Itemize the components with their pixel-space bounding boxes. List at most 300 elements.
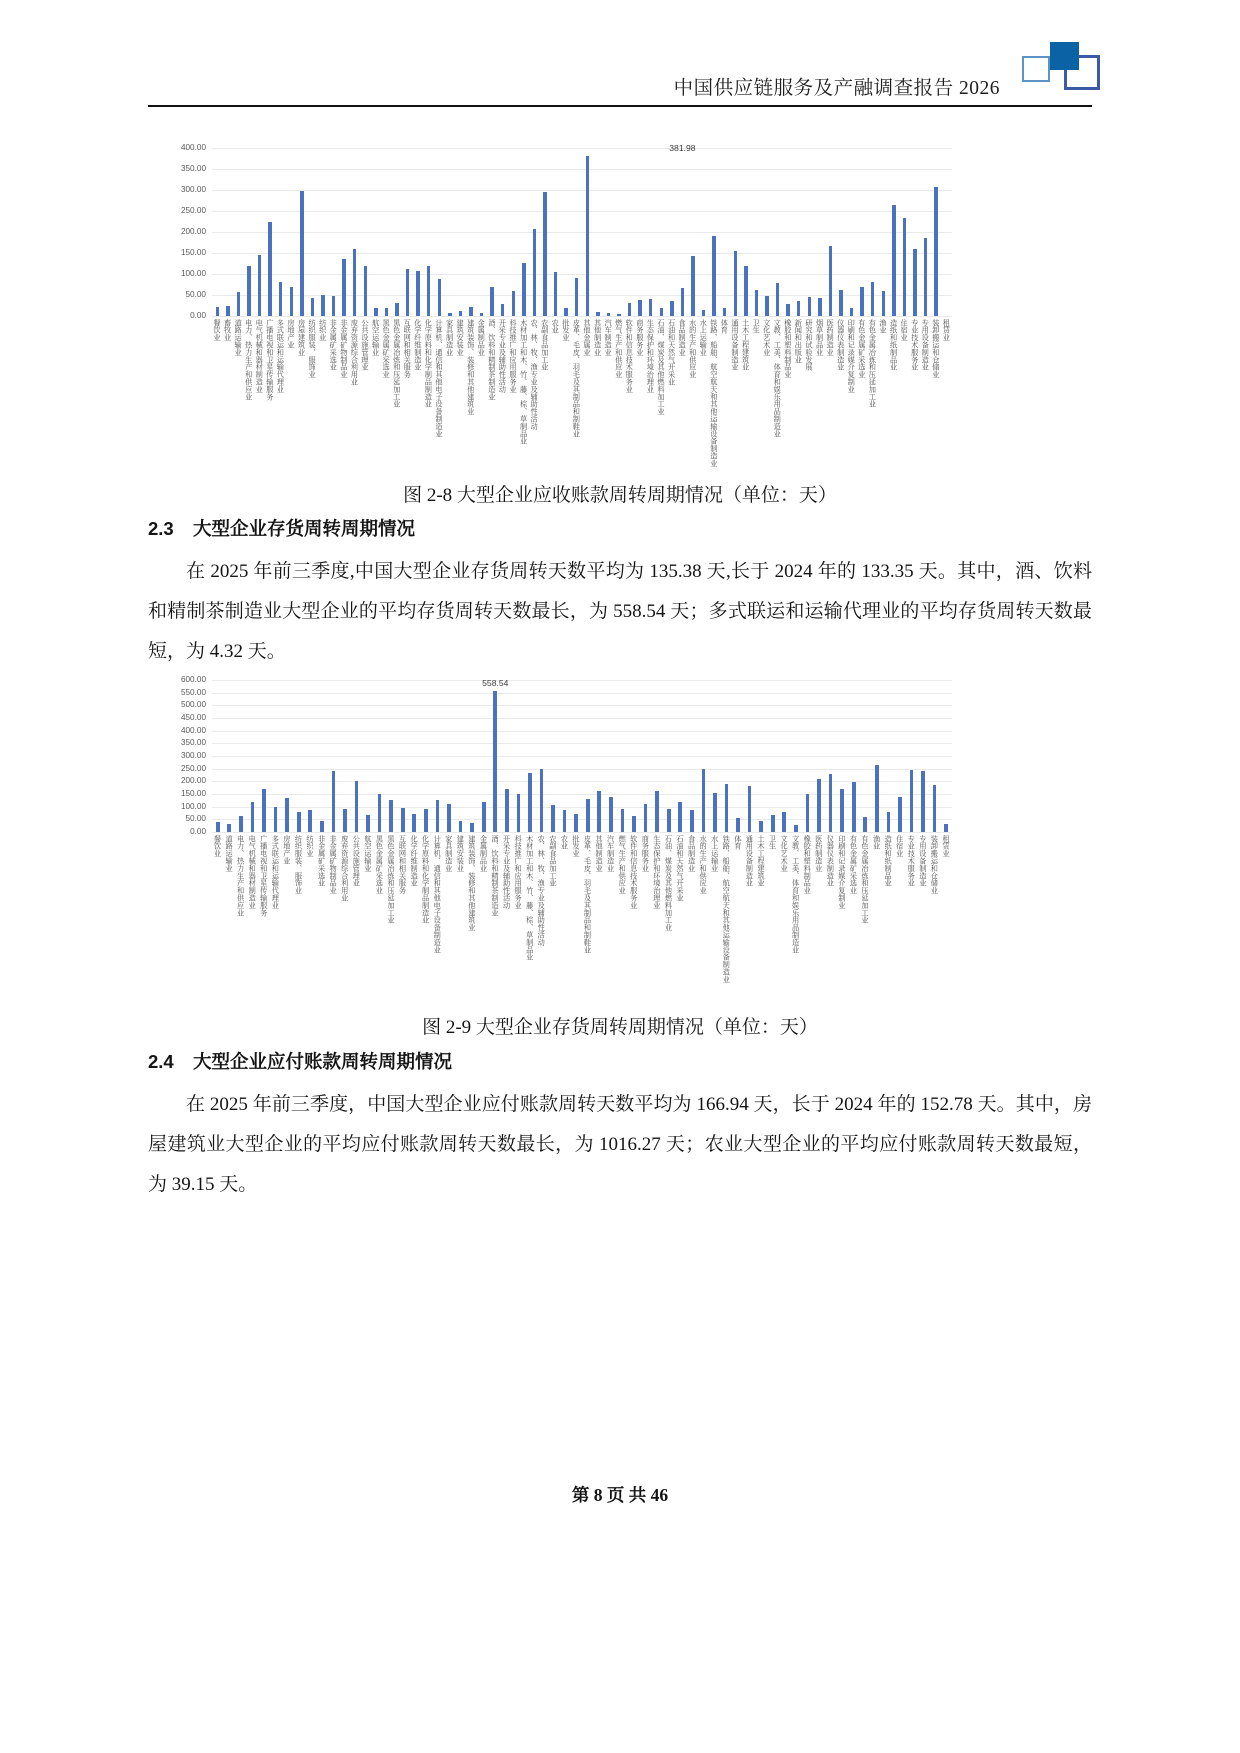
chart-x-axis-tick-label: 有色金属冶炼和压延加工业 xyxy=(860,835,870,924)
chart-bar xyxy=(575,278,578,316)
chart-bar xyxy=(540,769,544,832)
chart-bar xyxy=(702,769,706,832)
chart-bar xyxy=(551,805,555,832)
chart-x-axis-tick-label: 装卸搬运和仓储业 xyxy=(931,319,941,379)
chart-x-axis-tick-label: 金属制品业 xyxy=(477,319,487,356)
chart-bar xyxy=(863,817,867,832)
chart-bar xyxy=(586,156,589,316)
chart-x-axis-tick-label: 研究和试验发展 xyxy=(804,319,814,371)
chart-bar xyxy=(702,310,705,316)
chart-bar xyxy=(447,804,451,832)
chart-bar xyxy=(748,786,752,832)
chart-x-axis-tick-label: 广播电视和卫星传输服务 xyxy=(259,835,269,917)
chart-bar xyxy=(934,187,937,316)
chart-bar xyxy=(279,282,282,316)
chart-bar xyxy=(649,299,652,316)
chart-bar xyxy=(817,779,821,832)
chart-x-axis-tick-label: 食品制造业 xyxy=(687,835,697,872)
chart-bar xyxy=(343,809,347,832)
chart-x-axis-tick-label: 住宿业 xyxy=(900,319,910,342)
chart-x-axis-tick-label: 软件和信息技术服务业 xyxy=(625,319,635,393)
chart-bar xyxy=(364,266,367,316)
chart-x-axis-tick-label: 非金属矿物制品业 xyxy=(339,319,349,379)
chart-bar xyxy=(744,266,747,316)
chart-y-axis-tick: 50.00 xyxy=(185,814,206,824)
chart-x-axis-tick-label: 电力、热力生产和供应业 xyxy=(244,319,254,401)
chart-gridline xyxy=(212,253,952,254)
chart-x-axis-tick-label: 渔业 xyxy=(872,835,882,850)
chart-bar xyxy=(427,266,430,316)
section-title: 大型企业存货周转周期情况 xyxy=(193,518,416,539)
chart-x-axis-tick-label: 木材加工和木、竹、藤、棕、草制品业 xyxy=(525,835,535,961)
chart-x-axis-tick-label: 建筑安装业 xyxy=(456,319,466,356)
chart-x-axis-tick-label: 水上运输业 xyxy=(699,319,709,356)
chart-x-axis-tick-label: 印刷和记录媒介复制业 xyxy=(837,835,847,909)
chart-bar xyxy=(913,249,916,316)
chart-bar xyxy=(875,765,879,832)
chart-bar xyxy=(239,816,243,832)
chart-x-axis-tick-label: 其他制造业 xyxy=(593,319,603,356)
header-rule xyxy=(148,105,1092,107)
chart-bar xyxy=(406,269,409,316)
chart-x-axis-tick-label: 橡胶和塑料制品业 xyxy=(803,835,813,895)
chart-x-axis-tick-label: 航空运输业 xyxy=(363,835,373,872)
chart-bar xyxy=(782,812,786,832)
chart-x-axis-tick-label: 多式联运和运输代理业 xyxy=(271,835,281,909)
chart-x-axis-tick-label: 仪器仪表制造业 xyxy=(826,835,836,887)
chart-x-axis-tick-label: 石油、煤炭及其他燃料加工业 xyxy=(664,835,674,932)
chart-bar xyxy=(691,256,694,316)
chart-bar xyxy=(482,802,486,832)
chart-x-axis-tick-label: 公共设施管理业 xyxy=(360,319,370,371)
chart-x-axis-tick-label: 商务服务业 xyxy=(635,319,645,356)
chart-x-axis-tick-label: 烟草制品业 xyxy=(815,319,825,356)
chart-x-axis-tick-label: 金属制品业 xyxy=(479,835,489,872)
chart-x-axis-tick-label: 批发业 xyxy=(571,835,581,858)
chart-x-axis-tick-label: 纺织业 xyxy=(318,319,328,342)
chart-bar xyxy=(903,218,906,316)
chart-gridline xyxy=(212,190,952,191)
chart-gridline xyxy=(212,743,952,744)
chart-bar xyxy=(528,773,532,832)
chart-bar xyxy=(378,794,382,832)
chart-y-axis-tick: 250.00 xyxy=(180,763,206,773)
chart-x-axis-tick-label: 化学原料和化学制品制造业 xyxy=(424,319,434,408)
chart-x-axis-tick-label: 计算机、通信和其他电子设备制造业 xyxy=(433,835,443,954)
chart-bar xyxy=(332,771,336,832)
chart-gridline xyxy=(212,232,952,233)
chart-bar xyxy=(755,290,758,316)
chart-x-axis-tick-label: 开采专业及辅助性活动 xyxy=(502,835,512,909)
chart-x-axis-tick-label: 租赁业 xyxy=(942,319,952,342)
chart-gridline xyxy=(212,274,952,275)
chart-y-axis-tick: 500.00 xyxy=(180,700,206,710)
chart-x-axis-tick-label: 农业 xyxy=(560,835,570,850)
page-header xyxy=(0,0,1240,112)
chart-x-axis-tick-label: 文教、工美、体育和娱乐用品制造业 xyxy=(773,319,783,438)
chart-x-axis-tick-label: 农业 xyxy=(551,319,561,334)
chart-bar xyxy=(355,781,359,832)
chart-bar xyxy=(469,307,472,316)
chart-bar xyxy=(725,784,729,832)
chart-gridline xyxy=(212,781,952,782)
chart-x-axis-tick-label: 非金属矿物制品业 xyxy=(329,835,339,895)
chart-x-axis-tick-label: 有色金属矿采选业 xyxy=(857,319,867,379)
chart-bar xyxy=(736,818,740,832)
chart-x-axis-tick-label: 广播电视和卫星传输服务 xyxy=(265,319,275,401)
chart-bar xyxy=(311,298,314,316)
chart-y-axis-tick: 350.00 xyxy=(180,164,206,173)
chart-bar xyxy=(609,797,613,832)
chart-bar xyxy=(505,789,509,832)
chart-bar xyxy=(438,279,441,316)
chart-x-axis-tick-label: 家具制造业 xyxy=(444,835,454,872)
chart-y-axis-tick: 600.00 xyxy=(180,675,206,684)
chart-bar xyxy=(574,814,578,832)
chart-x-axis-tick-label: 酒、饮料和精制茶制造业 xyxy=(490,835,500,917)
chart-x-axis-tick-label: 农副食品加工业 xyxy=(548,835,558,887)
chart-x-axis-tick-label: 道路运输业 xyxy=(234,319,244,356)
chart-bar xyxy=(713,793,717,832)
chart-x-axis-tick-label: 燃气生产和供应业 xyxy=(614,319,624,379)
chart-x-axis-tick-label: 废弃资源综合利用业 xyxy=(350,319,360,386)
chart-bar xyxy=(786,304,789,316)
chart-y-axis-tick: 400.00 xyxy=(180,725,206,735)
chart-x-axis-tick-label: 专用设备制造业 xyxy=(921,319,931,371)
chart-x-axis-tick-label: 多式联运和运输代理业 xyxy=(276,319,286,393)
chart-bar xyxy=(723,308,726,316)
chart-bar xyxy=(887,812,891,832)
chart-x-axis-tick-label: 化学原料和化学制品制造业 xyxy=(421,835,431,924)
chart-bar xyxy=(776,283,779,316)
chart-x-axis-tick-label: 体育 xyxy=(720,319,730,334)
chart-bar xyxy=(374,308,377,316)
chart-x-axis-tick-label: 黑色金属矿采选业 xyxy=(375,835,385,895)
chart-x-axis-tick-label: 农副食品加工业 xyxy=(540,319,550,371)
chart-bar xyxy=(840,789,844,832)
chart-bar xyxy=(389,800,393,832)
section-heading-2-4 xyxy=(148,1048,452,1074)
chart-x-axis-tick-label: 造纸和纸制品业 xyxy=(889,319,899,371)
chart-x-axis-tick-label: 印刷和记录媒介复制业 xyxy=(847,319,857,393)
chart-bar xyxy=(596,312,599,316)
chart-x-axis-tick-label: 航空运输业 xyxy=(371,319,381,356)
chart-bar xyxy=(395,303,398,316)
chart-bar xyxy=(563,810,567,832)
chart-peak-value-label: 558.54 xyxy=(482,677,509,688)
chart-bar xyxy=(517,794,521,832)
chart-bar xyxy=(459,821,463,832)
chart-x-axis-tick-label: 皮革、毛皮、羽毛及其制品和制鞋业 xyxy=(572,319,582,438)
chart-x-axis-tick-label: 道路运输业 xyxy=(225,835,235,872)
figure-caption-2-9: 图 2-9 大型企业存货周转周期情况（单位：天） xyxy=(422,1017,818,1038)
chart-y-axis-tick: 250.00 xyxy=(180,206,206,215)
chart-x-axis-tick-label: 餐饮业 xyxy=(213,835,223,858)
chart-x-axis-tick-label: 皮革、毛皮、羽毛及其制品和制鞋业 xyxy=(583,835,593,954)
chart-bar xyxy=(839,290,842,316)
chart-bar xyxy=(226,306,229,316)
chart-bar xyxy=(586,799,590,832)
chart-bar xyxy=(216,307,219,316)
chart-x-axis-tick-label: 计算机、通信和其他电子设备制造业 xyxy=(434,319,444,438)
chart-y-axis-tick: 150.00 xyxy=(180,789,206,798)
chart-x-axis-tick-label: 生态保护和环境治理业 xyxy=(646,319,656,393)
chart-x-axis-tick-label: 新闻和出版业 xyxy=(794,319,804,364)
chart-bar xyxy=(385,308,388,316)
section-title: 大型企业应付账款周转周期情况 xyxy=(193,1051,453,1072)
chart-x-axis-tick-label: 互联网和相关服务 xyxy=(398,835,408,895)
chart-x-axis-tick-label: 通用设备制造业 xyxy=(730,319,740,371)
chart-bar xyxy=(860,287,863,316)
chart-x-axis-tick-label: 软件和信息技术服务业 xyxy=(629,835,639,909)
chart-bar xyxy=(366,815,370,832)
chart-bar xyxy=(480,313,483,316)
chart-x-axis-tick-label: 建筑装饰、装修和其他建筑业 xyxy=(467,835,477,932)
chart-x-axis-tick-label: 科技推广和应用服务业 xyxy=(508,319,518,393)
chart-x-axis-tick-label: 批发业 xyxy=(561,319,571,342)
chart-y-axis-tick: 400.00 xyxy=(180,143,206,152)
chart-bar xyxy=(670,301,673,316)
chart-x-axis-tick-label: 电力、热力生产和供应业 xyxy=(236,835,246,917)
chart-x-axis-tick-label: 纺织服装、服饰业 xyxy=(308,319,318,379)
chart-bar xyxy=(412,814,416,832)
chart-bar xyxy=(401,808,405,832)
chart-x-axis-tick-label: 农、林、牧、渔专业及辅助性活动 xyxy=(537,835,547,946)
chart-y-axis-tick: 50.00 xyxy=(185,290,206,299)
chart-bar xyxy=(794,825,798,832)
chart-bar xyxy=(251,802,255,832)
chart-bar xyxy=(564,308,567,316)
chart-bar xyxy=(436,800,440,832)
chart-x-axis-tick-label: 燃气生产和供应业 xyxy=(618,835,628,895)
chart-bar xyxy=(522,263,525,316)
chart-bar xyxy=(262,789,266,832)
figure-caption-2-8: 图 2-8 大型企业应收账款周转周期情况（单位：天） xyxy=(403,485,837,506)
chart-bar xyxy=(470,823,474,832)
chart-bar xyxy=(921,771,925,832)
chart-x-axis-tick-label: 纺织服装、服饰业 xyxy=(294,835,304,895)
chart-y-axis-tick: 350.00 xyxy=(180,738,206,748)
chart-bar xyxy=(644,804,648,832)
chart-y-axis-tick: 100.00 xyxy=(180,801,206,811)
chart-bar xyxy=(690,810,694,832)
chart-bar xyxy=(771,815,775,832)
chart-bar xyxy=(944,824,948,832)
chart-bar xyxy=(734,251,737,316)
chart-x-axis-tick-label: 生态保护和环境治理业 xyxy=(652,835,662,909)
chart-bar xyxy=(290,287,293,316)
chart-plot-area xyxy=(180,675,952,836)
chart-bar xyxy=(617,314,620,316)
chart-bar xyxy=(533,229,536,316)
section-heading-2-3 xyxy=(148,515,415,541)
chart-bar xyxy=(512,291,515,316)
chart-x-axis-tick-label: 开采专业及辅助性活动 xyxy=(498,319,508,393)
chart-gridline xyxy=(212,211,952,212)
chart-x-axis-tick-label: 水的生产和供应业 xyxy=(688,319,698,379)
chart-gridline xyxy=(212,148,952,149)
chart-bar xyxy=(285,798,289,832)
chart-x-axis-tick-label: 汽车制造业 xyxy=(606,835,616,872)
chart-x-axis-tick-label: 废弃资源综合利用业 xyxy=(340,835,350,902)
chart-bar xyxy=(308,810,312,832)
chart-x-axis-tick-label: 化学纤维制造业 xyxy=(410,835,420,887)
chart-x-axis-tick-label: 土木工程建筑业 xyxy=(741,319,751,371)
chart-bar xyxy=(852,782,856,832)
chart-bar xyxy=(892,205,895,316)
chart-x-axis-tick-label: 食品制造业 xyxy=(678,319,688,356)
chart-x-axis-tick-label: 专业技术服务业 xyxy=(910,319,920,371)
chart-x-axis-tick-label: 装卸搬运和仓储业 xyxy=(930,835,940,895)
chart-x-axis-tick-label: 酒、饮料和精制茶制造业 xyxy=(487,319,497,401)
chart-y-axis-tick: 450.00 xyxy=(180,713,206,722)
chart-plot-area xyxy=(180,142,952,320)
chart-x-axis-tick-label: 石油和天然气开采业 xyxy=(675,835,685,902)
chart-x-axis-tick-label: 互联网和相关服务 xyxy=(403,319,413,379)
chart-x-axis-tick-label: 仪器仪表制造业 xyxy=(836,319,846,371)
logo-square-outline-light-icon xyxy=(1022,56,1050,82)
chart-gridline xyxy=(212,169,952,170)
chart-x-axis-tick-label: 农、林、牧、渔专业及辅助性活动 xyxy=(530,319,540,430)
chart-gridline xyxy=(212,832,952,833)
chart-x-axis-tick-label: 有色金属冶炼和压延加工业 xyxy=(868,319,878,408)
chart-x-axis-tick-label: 建筑安装业 xyxy=(456,835,466,872)
chart-x-axis-tick-label: 水上运输业 xyxy=(710,835,720,872)
chart-gridline xyxy=(212,731,952,732)
chart-bar xyxy=(678,802,682,832)
chart-x-axis-tick-label: 渔业 xyxy=(878,319,888,334)
chart-y-axis-tick: 300.00 xyxy=(180,751,206,760)
chart-bar xyxy=(297,812,301,832)
chart-x-axis-tick-label: 专业技术服务业 xyxy=(907,835,917,887)
chart-bar xyxy=(681,288,684,316)
chart-bar xyxy=(490,287,493,316)
chart-y-axis-tick: 200.00 xyxy=(180,227,206,236)
chart-x-axis-tick-label: 文化艺术业 xyxy=(762,319,772,356)
chart-x-axis-tick-label: 房地产业 xyxy=(282,835,292,865)
chart-bar xyxy=(247,266,250,316)
chart-x-axis-tick-label: 非金属矿采选业 xyxy=(329,319,339,371)
chart-x-axis-tick-label: 铁路、船舶、航空航天和其他运输设备制造业 xyxy=(722,835,732,983)
chart-inventory-turnover xyxy=(170,672,960,1002)
chart-bar xyxy=(632,816,636,832)
chart-x-axis-tick-label: 文化艺术业 xyxy=(780,835,790,872)
chart-x-axis-tick-label: 黑色金属冶炼和压延加工业 xyxy=(386,835,396,924)
chart-bar xyxy=(655,791,659,832)
chart-bar xyxy=(493,691,497,832)
chart-bar xyxy=(300,191,303,316)
chart-x-axis-tick-label: 黑色金属冶炼和压延加工业 xyxy=(392,319,402,408)
chart-y-axis-tick: 200.00 xyxy=(180,776,206,786)
chart-x-axis-tick-label: 卫生 xyxy=(768,835,778,850)
chart-x-axis-tick-label: 餐饮业 xyxy=(212,319,222,342)
chart-x-axis-tick-label: 石油和天然气开采业 xyxy=(667,319,677,386)
page-footer: 第 8 页 共 46 xyxy=(571,1485,669,1505)
chart-bar xyxy=(332,296,335,316)
chart-x-axis-tick-label: 体育 xyxy=(733,835,743,850)
report-logo xyxy=(1022,42,1100,104)
chart-bar xyxy=(607,313,610,316)
chart-bar xyxy=(320,821,324,832)
chart-bar xyxy=(638,300,641,316)
chart-x-axis-tick-label: 建筑装饰、装修和其他建筑业 xyxy=(466,319,476,416)
chart-bar xyxy=(765,296,768,316)
chart-bar xyxy=(448,313,451,316)
chart-x-axis-tick-label: 木材加工和木、竹、藤、棕、草制品业 xyxy=(519,319,529,445)
chart-bar xyxy=(416,271,419,316)
section-number: 2.4 xyxy=(148,1051,174,1072)
chart-bar xyxy=(797,301,800,316)
chart-x-axis-tick-label: 文教、工美、体育和娱乐用品制造业 xyxy=(791,835,801,954)
section-body-2-4: 在 2025 年前三季度，中国大型企业应付账款周转天数平均为 166.94 天，长于 2024 年的 152.78 天。其中，房屋建筑业大型企业的平均应付账款周转天数最长，为 1016.27 天；农业大型企业的平均应付账款周转天数最短，为 39.15 天。 xyxy=(148,1094,1092,1195)
chart-y-axis-tick: 550.00 xyxy=(180,687,206,697)
chart-x-axis-tick-label: 纺织业 xyxy=(305,835,315,858)
chart-x-axis-tick-label: 房地产业 xyxy=(286,319,296,349)
chart-bar xyxy=(554,272,557,316)
header-title: 中国供应链服务及产融调查报告 2026 xyxy=(673,78,1000,99)
chart-x-axis-tick-label: 畜牧业 xyxy=(223,319,233,342)
section-number: 2.3 xyxy=(148,518,174,539)
chart-receivables-turnover xyxy=(170,140,960,470)
chart-x-axis-tick-label: 造纸和纸制品业 xyxy=(884,835,894,887)
chart-x-axis-labels xyxy=(212,835,952,1002)
chart-x-axis-tick-label: 住宿业 xyxy=(895,835,905,858)
chart-x-axis-tick-label: 医药制造业 xyxy=(814,835,824,872)
chart-gridline xyxy=(212,705,952,706)
chart-bar xyxy=(850,308,853,316)
chart-x-axis-tick-label: 公共设施管理业 xyxy=(352,835,362,887)
chart-x-axis-tick-label: 租赁业 xyxy=(941,835,951,858)
chart-bar xyxy=(237,292,240,316)
chart-bar xyxy=(621,809,625,832)
chart-bar xyxy=(660,308,663,316)
chart-bar xyxy=(806,794,810,832)
chart-bar xyxy=(759,821,763,832)
chart-bar xyxy=(808,297,811,316)
chart-bar xyxy=(597,791,601,832)
section-body-2-3: 在 2025 年前三季度,中国大型企业存货周转天数平均为 135.38 天,长于 2024 年的 133.35 天。其中，酒、饮料和精制茶制造业大型企业的平均存货周转天数最长，为 558.54 天；多式联运和运输代理业的平均存货周转天数最短，为 4.32 天。 xyxy=(148,561,1092,662)
chart-x-axis-tick-label: 水的生产和供应业 xyxy=(699,835,709,895)
chart-x-axis-tick-label: 土木工程建筑业 xyxy=(756,835,766,887)
chart-y-axis-tick: 0.00 xyxy=(190,827,206,836)
chart-bar xyxy=(871,282,874,316)
chart-gridline xyxy=(212,769,952,770)
chart-bar xyxy=(829,774,833,832)
chart-x-axis-tick-label: 电气机械和器材制造业 xyxy=(255,319,265,393)
chart-x-axis-tick-label: 其他制造业 xyxy=(595,835,605,872)
chart-bar xyxy=(667,809,671,832)
chart-gridline xyxy=(212,756,952,757)
chart-y-axis-tick: 0.00 xyxy=(190,311,206,320)
chart-bar xyxy=(898,797,902,832)
chart-x-axis-tick-label: 橡胶和塑料制品业 xyxy=(783,319,793,379)
chart-x-axis-tick-label: 其他金属业 xyxy=(582,319,592,356)
chart-bar xyxy=(353,249,356,316)
chart-bar xyxy=(274,807,278,832)
chart-x-axis-tick-label: 房屋建筑业 xyxy=(297,319,307,356)
chart-bar xyxy=(543,192,546,316)
chart-x-axis-tick-label: 黑色金属矿采选业 xyxy=(382,319,392,379)
chart-x-axis-tick-label: 专用设备制造业 xyxy=(918,835,928,887)
chart-bar xyxy=(501,304,504,316)
chart-x-axis-tick-label: 石油、煤炭及其他燃料加工业 xyxy=(656,319,666,416)
chart-bar xyxy=(924,238,927,316)
chart-x-axis-tick-label: 通用设备制造业 xyxy=(745,835,755,887)
logo-square-filled-icon xyxy=(1050,42,1079,70)
chart-x-axis-tick-label: 商务服务业 xyxy=(641,835,651,872)
chart-x-axis-tick-label: 家具制造业 xyxy=(445,319,455,356)
chart-x-axis-tick-label: 非金属矿采选业 xyxy=(317,835,327,887)
